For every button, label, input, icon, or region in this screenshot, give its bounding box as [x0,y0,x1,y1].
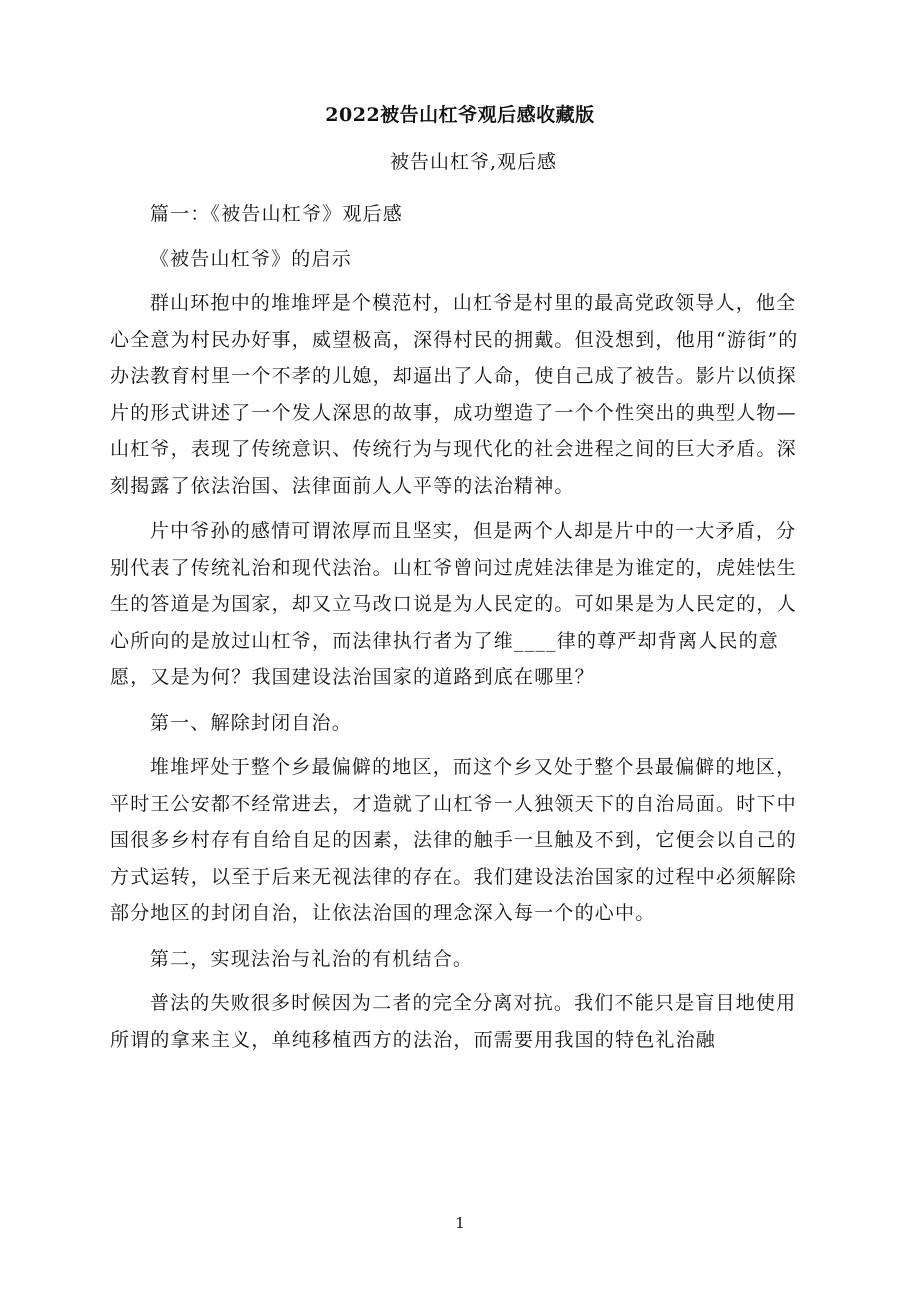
body-paragraph: 群山环抱中的堆堆坪是个模范村，山杠爷是村里的最高党政领导人，他全心全意为村民办好事，威望极高，深得村民的拥戴。但没想到，他用“游街”的办法教育村里一个不孝的儿媳，却逼出了人命，使自己成了被告。影片以侦探片的形式讲述了一个发人深思的故事，成功塑造了一个个性突出的典型人物—山杠爷，表现了传统意识、传统行为与现代化的社会进程之间的巨大矛盾。深刻揭露了依法治国、法律面前人人平等的法治精神。 [110,292,799,497]
section-heading: 篇一：《被告山杠爷》观后感 [149,203,403,225]
subsection-heading: 第二，实现法治与礼治的有机结合。 [149,947,474,970]
body-paragraph: 堆堆坪处于整个乡最偏僻的地区，而这个乡又处于整个县最偏僻的地区，平时王公安都不经常进去，才造就了山杠爷一人独领天下的自治局面。时下中国很多乡村存有自给自足的因素，法律的触手一旦触及不到，它便会以自己的方式运转，以至于后来无视法律的存在。我们建设法治国家的过程中必须解除部分地区的封闭自治，让依法治国的理念深入每一个的心中。 [110,756,797,924]
subsection-heading: 第一、解除封闭自治。 [149,711,352,734]
body-paragraph: 普法的失败很多时候因为二者的完全分离对抗。我们不能只是盲目地使用所谓的拿来主义，单纯移植西方的法治，而需要用我国的特色礼治融 [110,992,797,1051]
page-number: 1 [455,1214,465,1232]
article-heading: 《被告山杠爷》的启示 [149,247,352,270]
document-subtitle: 被告山杠爷,观后感 [390,151,558,173]
document-title: 2022被告山杠爷观后感收藏版 [325,104,595,126]
body-paragraph: 片中爷孙的感情可谓浓厚而且坚实，但是两个人却是片中的一大矛盾，分别代表了传统礼治和现代法治。山杠爷曾问过虎娃法律是为谁定的，虎娃怯生生的答道是为国家，却又立马改口说是为人民定的。可如果是为人民定的，人心所向的是放过山杠爷，而法律执行者为了维____律的尊严却背离人民的意愿，又是为何？我国建设法治国家的道路到底在哪里？ [110,520,797,688]
document-body [110,196,810,1067]
